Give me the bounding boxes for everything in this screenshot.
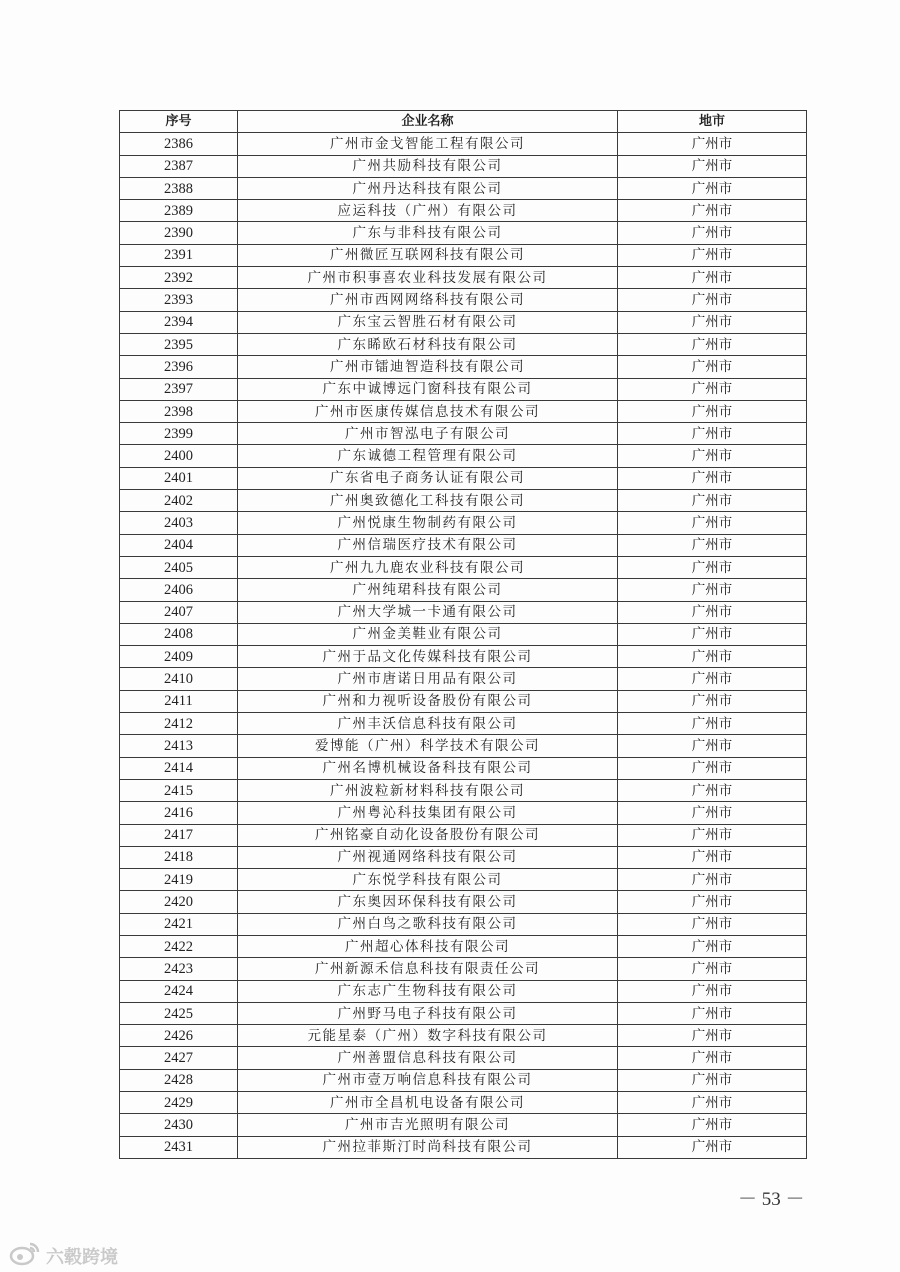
cell-city: 广州市: [618, 690, 807, 712]
cell-company-name: 广州大学城一卡通有限公司: [238, 601, 618, 623]
table-row: [120, 534, 807, 556]
cell-company-name: 广州视通网络科技有限公司: [238, 846, 618, 868]
cell-company-name: 爱博能（广州）科学技术有限公司: [238, 735, 618, 757]
table-row: [120, 311, 807, 333]
table-row: [120, 1047, 807, 1069]
cell-serial-number: 2427: [120, 1047, 238, 1069]
cell-city: 广州市: [618, 735, 807, 757]
cell-city: 广州市: [618, 333, 807, 355]
cell-company-name: 广州市金戈智能工程有限公司: [238, 133, 618, 155]
table-row: [120, 713, 807, 735]
cell-city: 广州市: [618, 779, 807, 801]
cell-city: 广州市: [618, 378, 807, 400]
cell-serial-number: 2386: [120, 133, 238, 155]
cell-serial-number: 2402: [120, 490, 238, 512]
cell-city: 广州市: [618, 244, 807, 266]
cell-company-name: 广州市积事喜农业科技发展有限公司: [238, 267, 618, 289]
cell-company-name: 广州野马电子科技有限公司: [238, 1002, 618, 1024]
cell-city: 广州市: [618, 869, 807, 891]
cell-city: 广州市: [618, 646, 807, 668]
table-row: [120, 467, 807, 489]
cell-company-name: 广州共励科技有限公司: [238, 155, 618, 177]
cell-city: 广州市: [618, 757, 807, 779]
cell-company-name: 广东奥因环保科技有限公司: [238, 891, 618, 913]
table-row: [120, 668, 807, 690]
table-row: [120, 757, 807, 779]
enterprise-table: [119, 110, 807, 1159]
cell-serial-number: 2393: [120, 289, 238, 311]
cell-serial-number: 2413: [120, 735, 238, 757]
cell-city: 广州市: [618, 490, 807, 512]
table-row: [120, 423, 807, 445]
cell-city: 广州市: [618, 1047, 807, 1069]
cell-city: 广州市: [618, 155, 807, 177]
cell-company-name: 广州市唐诺日用品有限公司: [238, 668, 618, 690]
table-row: [120, 690, 807, 712]
cell-serial-number: 2406: [120, 579, 238, 601]
cell-serial-number: 2420: [120, 891, 238, 913]
table-row: [120, 490, 807, 512]
table-row: [120, 1025, 807, 1047]
cell-serial-number: 2397: [120, 378, 238, 400]
cell-serial-number: 2399: [120, 423, 238, 445]
cell-company-name: 广东与非科技有限公司: [238, 222, 618, 244]
cell-serial-number: 2415: [120, 779, 238, 801]
cell-city: 广州市: [618, 913, 807, 935]
cell-city: 广州市: [618, 846, 807, 868]
cell-serial-number: 2418: [120, 846, 238, 868]
cell-serial-number: 2419: [120, 869, 238, 891]
cell-city: 广州市: [618, 579, 807, 601]
cell-city: 广州市: [618, 400, 807, 422]
cell-company-name: 广东诚德工程管理有限公司: [238, 445, 618, 467]
cell-serial-number: 2428: [120, 1069, 238, 1091]
cell-company-name: 广州波粒新材料科技有限公司: [238, 779, 618, 801]
cell-company-name: 广州丰沃信息科技有限公司: [238, 713, 618, 735]
cell-serial-number: 2424: [120, 980, 238, 1002]
table-row: [120, 958, 807, 980]
cell-company-name: 广州白鸟之歌科技有限公司: [238, 913, 618, 935]
table-row: [120, 378, 807, 400]
cell-city: 广州市: [618, 1114, 807, 1136]
cell-serial-number: 2417: [120, 824, 238, 846]
table-row: [120, 735, 807, 757]
cell-city: 广州市: [618, 267, 807, 289]
cell-serial-number: 2398: [120, 400, 238, 422]
cell-company-name: 广州丹达科技有限公司: [238, 177, 618, 199]
cell-city: 广州市: [618, 802, 807, 824]
cell-city: 广州市: [618, 445, 807, 467]
cell-company-name: 广州铭豪自动化设备股份有限公司: [238, 824, 618, 846]
table-row: [120, 980, 807, 1002]
cell-city: 广州市: [618, 824, 807, 846]
cell-city: 广州市: [618, 556, 807, 578]
table-row: [120, 869, 807, 891]
cell-serial-number: 2411: [120, 690, 238, 712]
table-row: [120, 1069, 807, 1091]
table-row: [120, 556, 807, 578]
cell-serial-number: 2425: [120, 1002, 238, 1024]
cell-serial-number: 2401: [120, 467, 238, 489]
cell-company-name: 广州市吉光照明有限公司: [238, 1114, 618, 1136]
table-row: [120, 445, 807, 467]
watermark-text: 六毂跨境: [46, 1246, 118, 1268]
cell-company-name: 广州微匠互联网科技有限公司: [238, 244, 618, 266]
weibo-logo-icon: [8, 1240, 42, 1271]
table-row: [120, 133, 807, 155]
cell-serial-number: 2390: [120, 222, 238, 244]
table-row: [120, 200, 807, 222]
cell-serial-number: 2414: [120, 757, 238, 779]
cell-company-name: 广东中诚博远门窗科技有限公司: [238, 378, 618, 400]
cell-serial-number: 2431: [120, 1136, 238, 1158]
cell-serial-number: 2407: [120, 601, 238, 623]
cell-serial-number: 2408: [120, 623, 238, 645]
table-row: [120, 155, 807, 177]
cell-company-name: 广东志广生物科技有限公司: [238, 980, 618, 1002]
cell-city: 广州市: [618, 1136, 807, 1158]
table-row: [120, 846, 807, 868]
cell-serial-number: 2409: [120, 646, 238, 668]
table-row: [120, 601, 807, 623]
cell-city: 广州市: [618, 1069, 807, 1091]
table-row: [120, 512, 807, 534]
table-header-row: [120, 111, 807, 133]
cell-serial-number: 2423: [120, 958, 238, 980]
cell-city: 广州市: [618, 668, 807, 690]
cell-city: 广州市: [618, 891, 807, 913]
cell-city: 广州市: [618, 713, 807, 735]
page-number: － 53 －: [738, 1189, 805, 1210]
header-company-name: 企业名称: [238, 111, 618, 133]
table-row: [120, 623, 807, 645]
cell-serial-number: 2392: [120, 267, 238, 289]
cell-company-name: 广东悦学科技有限公司: [238, 869, 618, 891]
cell-city: 广州市: [618, 133, 807, 155]
cell-serial-number: 2387: [120, 155, 238, 177]
cell-serial-number: 2430: [120, 1114, 238, 1136]
cell-serial-number: 2421: [120, 913, 238, 935]
table-row: [120, 289, 807, 311]
cell-company-name: 广州于品文化传媒科技有限公司: [238, 646, 618, 668]
cell-serial-number: 2395: [120, 333, 238, 355]
table-row: [120, 356, 807, 378]
table-row: [120, 824, 807, 846]
table-row: [120, 333, 807, 355]
cell-serial-number: 2394: [120, 311, 238, 333]
cell-company-name: 广州超心体科技有限公司: [238, 935, 618, 957]
cell-company-name: 元能星泰（广州）数字科技有限公司: [238, 1025, 618, 1047]
table-row: [120, 222, 807, 244]
table-row: [120, 802, 807, 824]
cell-city: 广州市: [618, 423, 807, 445]
cell-city: 广州市: [618, 534, 807, 556]
cell-company-name: 广州信瑞医疗技术有限公司: [238, 534, 618, 556]
header-city: 地市: [618, 111, 807, 133]
cell-city: 广州市: [618, 289, 807, 311]
cell-city: 广州市: [618, 1092, 807, 1114]
cell-company-name: 广州纯珺科技有限公司: [238, 579, 618, 601]
cell-company-name: 广州拉菲斯汀时尚科技有限公司: [238, 1136, 618, 1158]
cell-serial-number: 2412: [120, 713, 238, 735]
cell-company-name: 广州名博机械设备科技有限公司: [238, 757, 618, 779]
table-row: [120, 244, 807, 266]
cell-company-name: 广州市智泓电子有限公司: [238, 423, 618, 445]
cell-company-name: 广州市西网网络科技有限公司: [238, 289, 618, 311]
cell-city: 广州市: [618, 601, 807, 623]
cell-serial-number: 2429: [120, 1092, 238, 1114]
cell-company-name: 广东宝云智胜石材有限公司: [238, 311, 618, 333]
cell-serial-number: 2389: [120, 200, 238, 222]
table-body: [120, 133, 807, 1159]
cell-serial-number: 2396: [120, 356, 238, 378]
cell-company-name: 应运科技（广州）有限公司: [238, 200, 618, 222]
table-row: [120, 267, 807, 289]
cell-company-name: 广州奥致德化工科技有限公司: [238, 490, 618, 512]
cell-city: 广州市: [618, 177, 807, 199]
cell-city: 广州市: [618, 311, 807, 333]
header-serial-number: 序号: [120, 111, 238, 133]
table-row: [120, 935, 807, 957]
cell-company-name: 广州和力视听设备股份有限公司: [238, 690, 618, 712]
table-row: [120, 1002, 807, 1024]
cell-serial-number: 2410: [120, 668, 238, 690]
cell-company-name: 广州市全昌机电设备有限公司: [238, 1092, 618, 1114]
cell-serial-number: 2391: [120, 244, 238, 266]
table-row: [120, 400, 807, 422]
cell-serial-number: 2388: [120, 177, 238, 199]
cell-city: 广州市: [618, 200, 807, 222]
cell-city: 广州市: [618, 623, 807, 645]
table-row: [120, 913, 807, 935]
cell-company-name: 广州金美鞋业有限公司: [238, 623, 618, 645]
cell-city: 广州市: [618, 356, 807, 378]
cell-serial-number: 2405: [120, 556, 238, 578]
cell-company-name: 广州悦康生物制药有限公司: [238, 512, 618, 534]
cell-company-name: 广州粤沁科技集团有限公司: [238, 802, 618, 824]
table-row: [120, 779, 807, 801]
cell-company-name: 广州市镭迪智造科技有限公司: [238, 356, 618, 378]
cell-serial-number: 2422: [120, 935, 238, 957]
cell-company-name: 广东省电子商务认证有限公司: [238, 467, 618, 489]
cell-serial-number: 2416: [120, 802, 238, 824]
watermark: [8, 1240, 118, 1271]
cell-city: 广州市: [618, 512, 807, 534]
table-row: [120, 177, 807, 199]
cell-city: 广州市: [618, 467, 807, 489]
cell-company-name: 广州市壹万响信息科技有限公司: [238, 1069, 618, 1091]
table-row: [120, 1092, 807, 1114]
cell-city: 广州市: [618, 958, 807, 980]
cell-city: 广州市: [618, 1002, 807, 1024]
cell-city: 广州市: [618, 935, 807, 957]
cell-city: 广州市: [618, 222, 807, 244]
cell-company-name: 广州新源禾信息科技有限责任公司: [238, 958, 618, 980]
table-row: [120, 646, 807, 668]
cell-serial-number: 2426: [120, 1025, 238, 1047]
cell-company-name: 广州九九鹿农业科技有限公司: [238, 556, 618, 578]
table-row: [120, 891, 807, 913]
cell-company-name: 广东睎欧石材科技有限公司: [238, 333, 618, 355]
table-row: [120, 579, 807, 601]
cell-city: 广州市: [618, 1025, 807, 1047]
cell-serial-number: 2403: [120, 512, 238, 534]
cell-company-name: 广州善盟信息科技有限公司: [238, 1047, 618, 1069]
cell-serial-number: 2404: [120, 534, 238, 556]
table-row: [120, 1114, 807, 1136]
table-row: [120, 1136, 807, 1158]
cell-city: 广州市: [618, 980, 807, 1002]
cell-serial-number: 2400: [120, 445, 238, 467]
cell-company-name: 广州市医康传媒信息技术有限公司: [238, 400, 618, 422]
